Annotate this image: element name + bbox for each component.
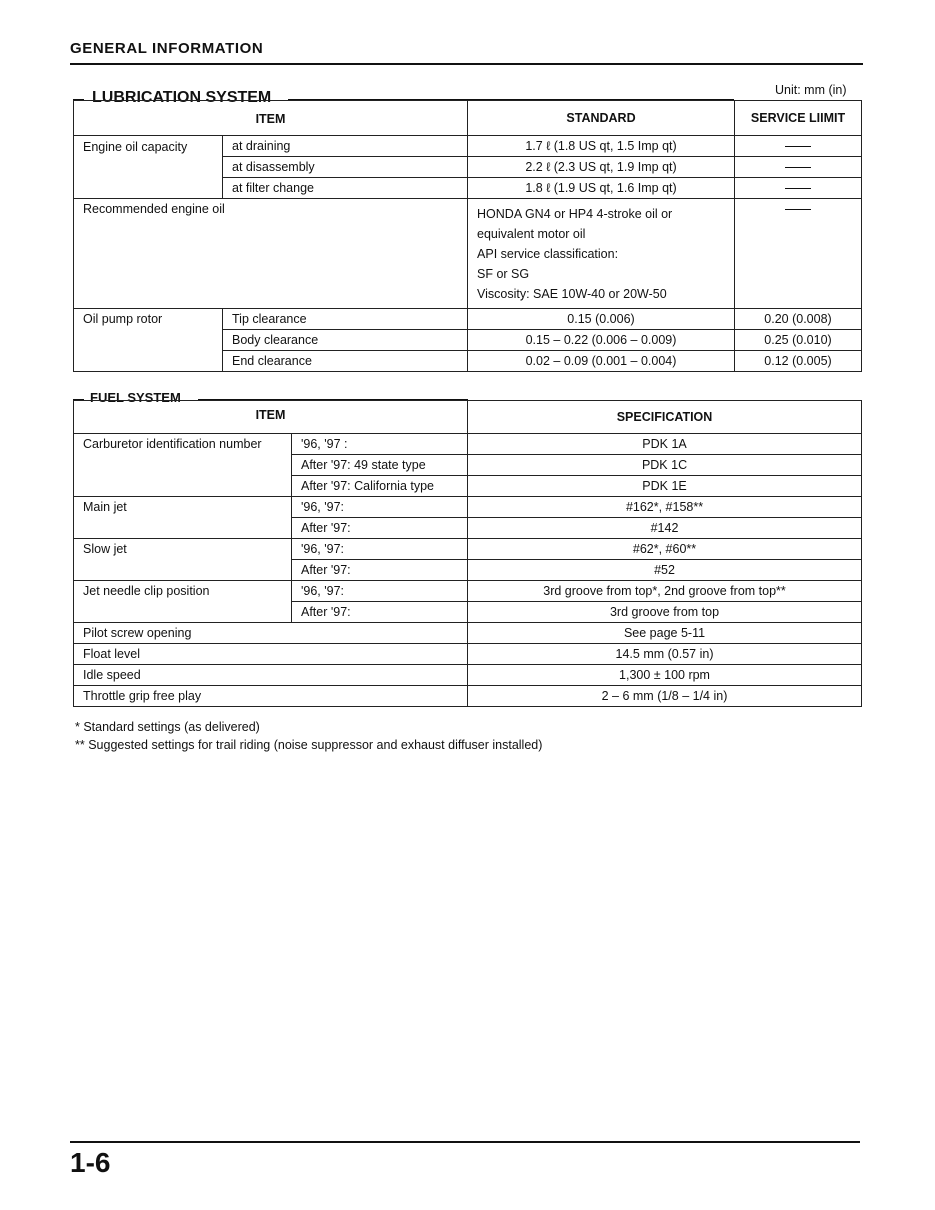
spec-line: API service classification:	[477, 247, 619, 261]
column-header-item: ITEM	[74, 101, 468, 136]
row-sublabel: After '97:	[292, 602, 468, 623]
header-rule	[70, 63, 863, 65]
table-row	[74, 497, 862, 518]
row-label: Idle speed	[74, 665, 468, 686]
page-header-title: GENERAL INFORMATION	[70, 40, 264, 57]
row-sublabel: at disassembly	[223, 157, 468, 178]
footnote: * Standard settings (as delivered)	[75, 720, 260, 734]
footnote: ** Suggested settings for trail riding (noise suppressor and exhaust diffuser installed)	[75, 738, 543, 752]
row-label: Pilot screw opening	[74, 623, 468, 644]
table-row	[74, 434, 862, 455]
row-label: Main jet	[74, 497, 292, 539]
page-number: 1-6	[70, 1147, 111, 1178]
row-sublabel: Tip clearance	[223, 309, 468, 330]
footnotes	[75, 718, 542, 754]
column-header-standard: STANDARD	[468, 101, 735, 136]
service-limit-dash	[735, 199, 862, 309]
fuel-table	[73, 400, 862, 707]
spec-value: PDK 1C	[468, 455, 862, 476]
spec-line: SF or SG	[477, 267, 530, 281]
column-header-service-limit: SERVICE LIIMIT	[735, 101, 862, 136]
column-header-specification: SPECIFICATION	[468, 401, 862, 434]
row-label: Jet needle clip position	[74, 581, 292, 623]
row-label: Throttle grip free play	[74, 686, 468, 707]
spec-value: 14.5 mm (0.57 in)	[468, 644, 862, 665]
row-sublabel: After '97:	[292, 560, 468, 581]
standard-value: 0.15 – 0.22 (0.006 – 0.009)	[468, 330, 735, 351]
service-limit-value: 0.12 (0.005)	[735, 351, 862, 372]
spec-value: PDK 1A	[468, 434, 862, 455]
table-row	[74, 309, 862, 330]
service-limit-value: 0.25 (0.010)	[735, 330, 862, 351]
table-row	[74, 199, 862, 309]
row-sublabel: After '97: California type	[292, 476, 468, 497]
row-sublabel: After '97:	[292, 518, 468, 539]
lubrication-section-title: LUBRICATION SYSTEM	[92, 89, 272, 106]
standard-value: 1.7 ℓ (1.8 US qt, 1.5 Imp qt)	[468, 136, 735, 157]
recommended-oil-spec	[468, 199, 735, 309]
spec-line: Viscosity: SAE 10W-40 or 20W-50	[477, 287, 667, 301]
row-sublabel: End clearance	[223, 351, 468, 372]
footer-rule	[70, 1141, 860, 1143]
row-sublabel: at filter change	[223, 178, 468, 199]
service-limit-value: 0.20 (0.008)	[735, 309, 862, 330]
spec-value: #162*, #158**	[468, 497, 862, 518]
service-limit-dash	[735, 157, 862, 178]
column-header-item: ITEM	[74, 401, 468, 434]
spec-value: #142	[468, 518, 862, 539]
row-label: Float level	[74, 644, 468, 665]
service-limit-dash	[735, 178, 862, 199]
standard-value: 0.02 – 0.09 (0.001 – 0.004)	[468, 351, 735, 372]
row-label: Carburetor identification number	[74, 434, 292, 497]
row-sublabel: '96, '97:	[292, 539, 468, 560]
spec-value: 1,300 ± 100 rpm	[468, 665, 862, 686]
row-sublabel: '96, '97:	[292, 581, 468, 602]
spec-value: #62*, #60**	[468, 539, 862, 560]
spec-value: PDK 1E	[468, 476, 862, 497]
unit-label: Unit: mm (in)	[775, 83, 847, 97]
table-row	[74, 539, 862, 560]
row-sublabel: at draining	[223, 136, 468, 157]
table-row	[74, 686, 862, 707]
row-sublabel: After '97: 49 state type	[292, 455, 468, 476]
row-label: Engine oil capacity	[74, 136, 223, 199]
standard-value: 2.2 ℓ (2.3 US qt, 1.9 Imp qt)	[468, 157, 735, 178]
table-row	[74, 581, 862, 602]
table-row	[74, 136, 862, 157]
table-row	[74, 665, 862, 686]
fuel-section-title: FUEL SYSTEM	[90, 390, 181, 405]
standard-value: 1.8 ℓ (1.9 US qt, 1.6 Imp qt)	[468, 178, 735, 199]
row-label: Oil pump rotor	[74, 309, 223, 372]
lubrication-table	[73, 100, 862, 372]
spec-value: 3rd groove from top*, 2nd groove from top**	[468, 581, 862, 602]
row-sublabel: '96, '97 :	[292, 434, 468, 455]
row-label: Recommended engine oil	[74, 199, 468, 309]
standard-value: 0.15 (0.006)	[468, 309, 735, 330]
spec-value: 3rd groove from top	[468, 602, 862, 623]
spec-line: equivalent motor oil	[477, 227, 586, 241]
table-row	[74, 644, 862, 665]
row-sublabel: '96, '97:	[292, 497, 468, 518]
service-limit-dash	[735, 136, 862, 157]
table-row	[74, 623, 862, 644]
row-sublabel: Body clearance	[223, 330, 468, 351]
row-label: Slow jet	[74, 539, 292, 581]
spec-value: 2 – 6 mm (1/8 – 1/4 in)	[468, 686, 862, 707]
spec-line: HONDA GN4 or HP4 4-stroke oil or	[477, 207, 673, 221]
spec-value: See page 5-11	[468, 623, 862, 644]
spec-value: #52	[468, 560, 862, 581]
